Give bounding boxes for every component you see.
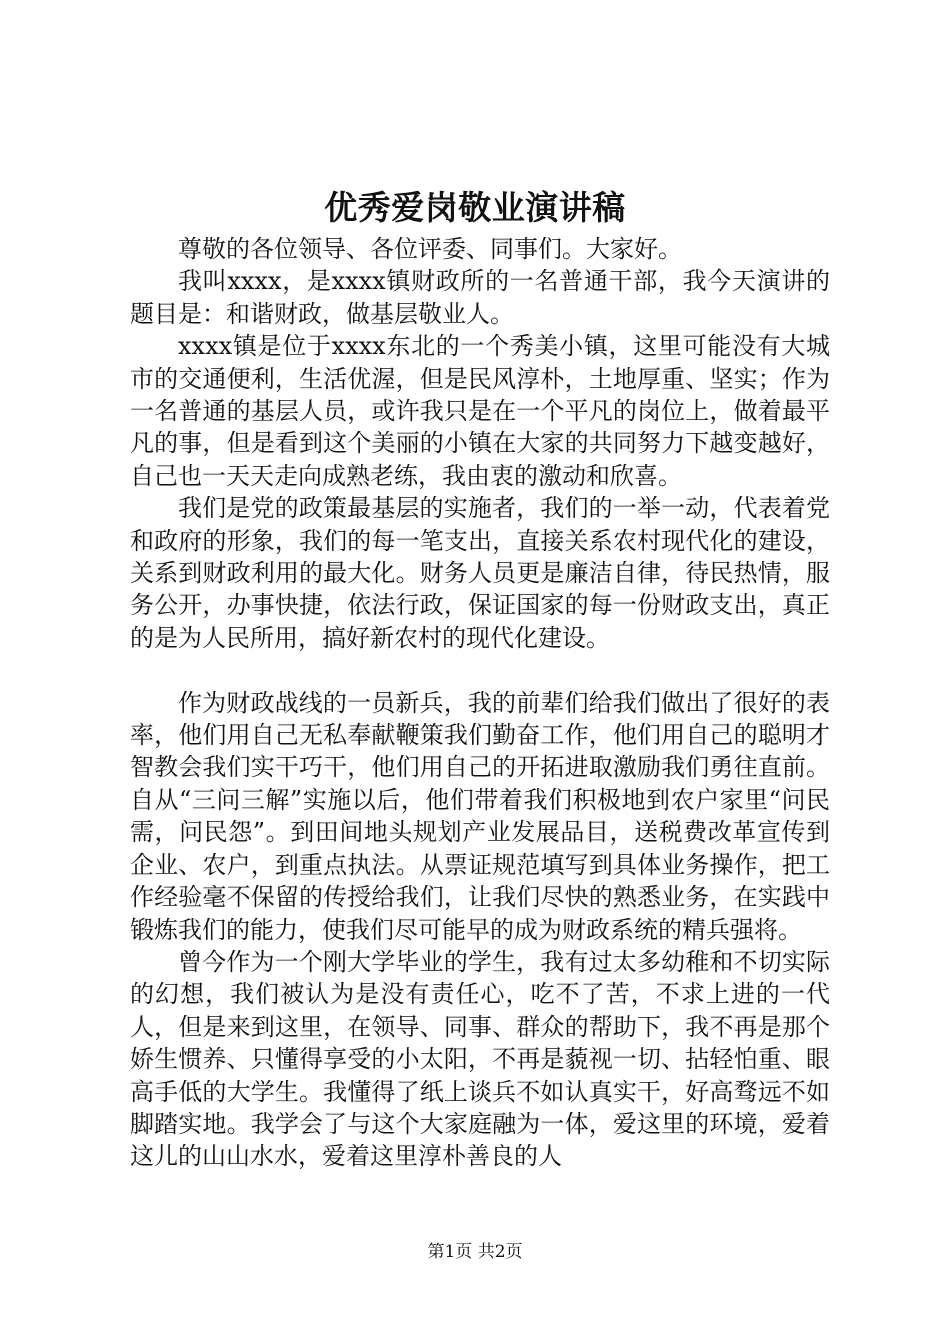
paragraph-greeting: 尊敬的各位领导、各位评委、同事们。大家好。 — [178, 235, 682, 263]
paragraph-spacer — [130, 654, 830, 686]
page-number-footer: 第1页 共2页 — [427, 1242, 523, 1262]
paragraph-growth: 曾今作为一个刚大学毕业的学生，我有过太多幼稚和不切实际的幻想，我们被认为是没有责任心，吃不了苦，不求上进的一代人，但是来到这里，在领导、同事、群众的帮助下，我不再是那个娇生惯养、只懂得享受的小太阳，不再是藐视一切、拈轻怕重、眼高手低的大学生。我懂得了纸上谈兵不如认真实干，好高骛远不如脚踏实地。我学会了与这个大家庭融为一体，爱这里的环境，爱着这儿的山山水水，爱着这里淳朴善良的人 — [130, 947, 830, 1171]
document-body — [130, 233, 830, 1173]
document-title: 优秀爱岗敬业演讲稿 — [324, 188, 626, 227]
paragraph-predecessors: 作为财政战线的一员新兵，我的前辈们给我们做出了很好的表率，他们用自己无私奉献鞭策我们勤奋工作，他们用自己的聪明才智教会我们实干巧干，他们用自己的开拓进取激励我们勇往直前。自从“三问三解”实施以后，他们带着我们积极地到农户家里“问民需，问民怨”。到田间地头规划产业发展品目，送税费改革宣传到企业、农户，到重点执法。从票证规范填写到具体业务操作，把工作经验毫不保留的传授给我们，让我们尽快的熟悉业务，在实践中锻炼我们的能力，使我们尽可能早的成为财政系统的精兵强将。 — [130, 688, 830, 944]
paragraph-policy: 我们是党的政策最基层的实施者，我们的一举一动，代表着党和政府的形象，我们的每一笔支出，直接关系农村现代化的建设，关系到财政利用的最大化。财务人员更是廉洁自律，待民热情，服务公开，办事快捷，依法行政，保证国家的每一份财政支出，真正的是为人民所用，搞好新农村的现代化建设。 — [130, 494, 830, 652]
paragraph-introduction: 我叫xxxx，是xxxx镇财政所的一名普通干部，我今天演讲的题目是：和谐财政，做基层敬业人。 — [130, 267, 830, 328]
paragraph-town: xxxx镇是位于xxxx东北的一个秀美小镇，这里可能没有大城市的交通便利，生活优渥，但是民风淳朴，土地厚重、坚实；作为一名普通的基层人员，或许我只是在一个平凡的岗位上，做着最平凡的事，但是看到这个美丽的小镇在大家的共同努力下越变越好，自己也一天天走向成熟老练，我由衷的激动和欣喜。 — [130, 332, 830, 490]
